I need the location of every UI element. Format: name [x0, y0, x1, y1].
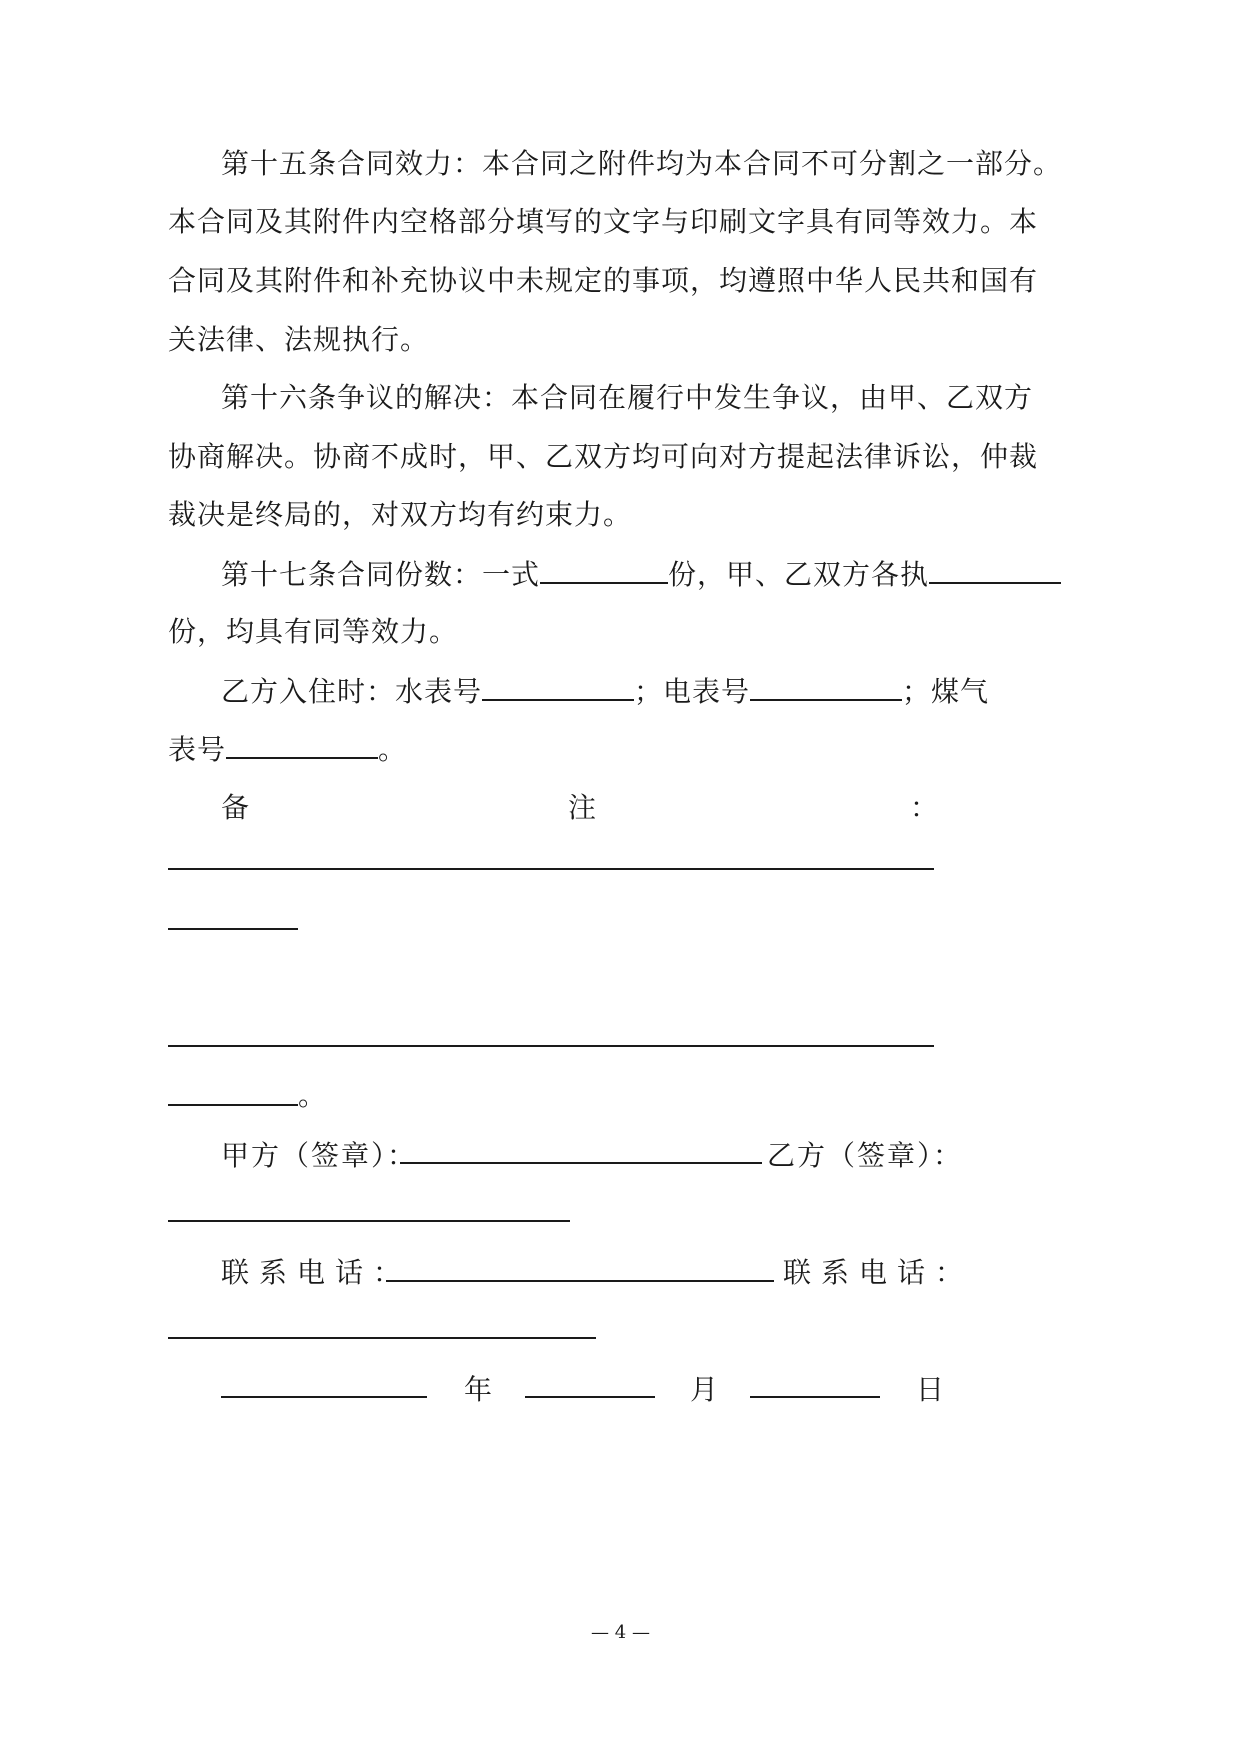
- gas-meter-label-2: 表号: [168, 733, 227, 766]
- month-label: 月: [690, 1373, 719, 1406]
- remarks-blank-line-1[interactable]: [168, 868, 934, 870]
- art15-line-3: 合同及其附件和补充协议中未规定的事项，均遵照中华人民共和国有: [168, 264, 1039, 297]
- water-meter-blank[interactable]: [482, 673, 634, 701]
- copies-total-blank[interactable]: [540, 556, 668, 584]
- remarks-blank-line-2[interactable]: [168, 928, 298, 930]
- remarks-blank-line-3[interactable]: [168, 1045, 934, 1047]
- art16-line-1: 第十六条争议的解决：本合同在履行中发生争议，由甲、乙双方: [221, 381, 1034, 414]
- art16-line-2: 协商解决。协商不成时，甲、乙双方均可向对方提起法律诉讼，仲裁: [168, 440, 1039, 473]
- copies-each-blank[interactable]: [929, 556, 1061, 584]
- party-b-label: 乙方（签章）：: [767, 1139, 964, 1172]
- art15-line-2: 本合同及其附件内空格部分填写的文字与印刷文字具有同等效力。本: [168, 205, 1039, 238]
- month-blank[interactable]: [525, 1396, 655, 1398]
- remarks-char-2: 注: [568, 791, 597, 824]
- phone-a-blank[interactable]: [386, 1280, 774, 1282]
- electric-meter-label: ；电表号: [634, 675, 751, 708]
- art17-mid: 份，甲、乙双方各执: [668, 558, 930, 591]
- art15-line-1: 第十五条合同效力：本合同之附件均为本合同不可分割之一部分。: [221, 147, 1063, 180]
- party-a-signature-blank[interactable]: [400, 1162, 762, 1164]
- art17-line-1: [221, 556, 1061, 593]
- meters-end: 。: [378, 733, 408, 766]
- gas-meter-blank[interactable]: [226, 731, 378, 759]
- meters-line-1: [221, 673, 989, 710]
- remarks-end: 。: [298, 1079, 327, 1112]
- art17-line-2: 份，均具有同等效力。: [168, 615, 459, 648]
- year-blank[interactable]: [221, 1396, 427, 1398]
- party-b-signature-blank[interactable]: [168, 1220, 570, 1222]
- remarks-colon: ：: [910, 791, 939, 824]
- day-label: 日: [916, 1373, 945, 1406]
- year-label: 年: [464, 1373, 493, 1406]
- phone-b-blank[interactable]: [168, 1337, 596, 1339]
- electric-meter-blank[interactable]: [750, 673, 902, 701]
- art17-prefix: 第十七条合同份数：一式: [221, 558, 541, 591]
- phone-a-label: 联系电话：: [221, 1256, 412, 1289]
- phone-b-label: 联系电话：: [783, 1256, 974, 1289]
- remarks-char-1: 备: [221, 791, 250, 824]
- water-meter-label: 乙方入住时：水表号: [221, 675, 483, 708]
- remarks-blank-line-4[interactable]: [168, 1104, 298, 1106]
- art15-line-4: 关法律、法规执行。: [168, 323, 430, 356]
- page-number: — 4 —: [591, 1622, 650, 1643]
- gas-meter-label: ；煤气: [902, 675, 990, 708]
- party-a-label: 甲方（签章）：: [221, 1139, 418, 1172]
- art16-line-3: 裁决是终局的，对双方均有约束力。: [168, 498, 633, 531]
- meters-line-2: [168, 731, 407, 768]
- day-blank[interactable]: [750, 1396, 880, 1398]
